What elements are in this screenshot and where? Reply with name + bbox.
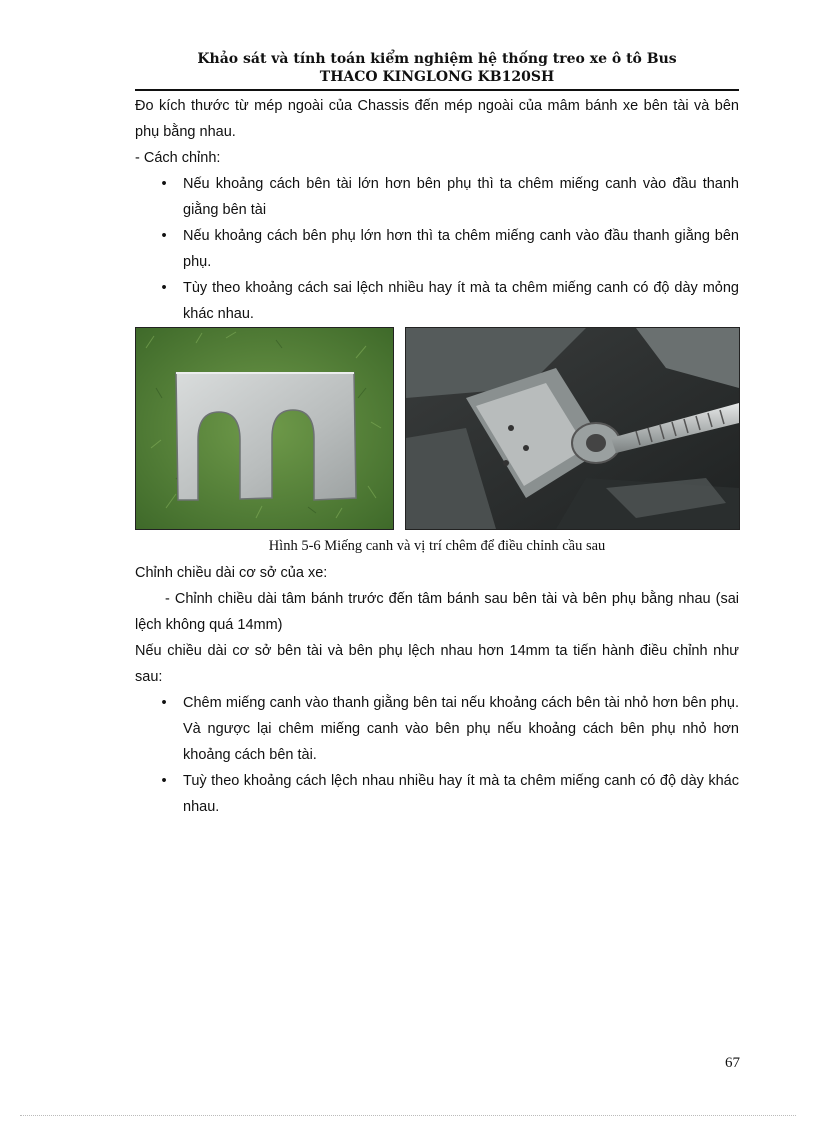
bullet-icon: • (161, 228, 167, 244)
bullet-icon: • (161, 176, 167, 192)
intro-paragraph: Đo kích thước từ mép ngoài của Chassis đến mép ngoài của mâm bánh xe bên tài và bên phụ bằng nhau. (135, 98, 739, 140)
header-title-line2: THACO KINGLONG KB120SH (319, 69, 555, 85)
list-item (135, 690, 739, 768)
method-label: - Cách chỉnh: (135, 150, 221, 166)
bullet-icon: • (161, 773, 167, 789)
bullet-icon: • (161, 280, 167, 296)
section-wheelbase-adjustment (135, 560, 739, 820)
list-item-text: Nếu khoảng cách bên phụ lớn hơn thì ta chêm miếng canh vào đầu thanh giằng bên phụ. (183, 228, 739, 270)
list-item (135, 275, 739, 327)
list-item (135, 223, 739, 275)
figure-shim-photos (135, 327, 739, 530)
figure-caption: Hình 5-6 Miếng canh và vị trí chêm để điều chỉnh cầu sau (268, 538, 606, 554)
wheelbase-bullet-list (135, 690, 739, 820)
shim-plate-photo (135, 327, 394, 530)
sub-item-paragraph: - Chỉnh chiều dài tâm bánh trước đến tâm bánh sau bên tài và bên phụ bằng nhau (sai lệch không quá 14mm) (135, 591, 739, 633)
adjustment-bullet-list (135, 171, 739, 327)
list-item-text: Tùy theo khoảng cách sai lệch nhiều hay ít mà ta chêm miếng canh có độ dày mỏng khác nhau. (183, 280, 739, 322)
page-number: 67 (725, 1055, 740, 1071)
list-item-text: Nếu khoảng cách bên tài lớn hơn bên phụ thì ta chêm miếng canh vào đầu thanh giằng bên tài (183, 176, 739, 218)
footer-divider (20, 1115, 796, 1116)
list-item (135, 768, 739, 820)
condition-paragraph: Nếu chiều dài cơ sở bên tài và bên phụ lệch nhau hơn 14mm ta tiến hành điều chỉnh như sau: (135, 643, 739, 685)
header-title-line1: Khảo sát và tính toán kiểm nghiệm hệ thống treo xe ô tô Bus (197, 51, 677, 67)
section-chassis-alignment (135, 93, 739, 327)
list-item-text: Tuỳ theo khoảng cách lệch nhau nhiều hay ít mà ta chêm miếng canh có độ dày khác nhau. (183, 773, 739, 815)
bullet-icon: • (161, 695, 167, 711)
list-item-text: Chêm miếng canh vào thanh giằng bên tai nếu khoảng cách bên tài nhỏ hơn bên phụ. Và ngược lại chêm miếng canh vào bên phụ nếu khoảng cách bên phụ nhỏ hơn khoảng cách bên tài. (183, 695, 739, 763)
list-item (135, 171, 739, 223)
header-divider (135, 89, 739, 91)
page-header (135, 50, 739, 86)
section-heading: Chỉnh chiều dài cơ sở của xe: (135, 565, 328, 581)
shim-location-photo (405, 327, 740, 530)
